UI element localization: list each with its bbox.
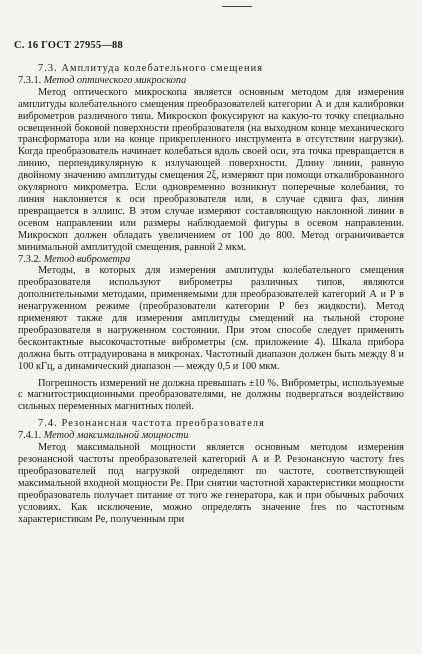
- subsection-number: 7.3.2.: [18, 253, 42, 265]
- subsection-title: Метод виброметра: [43, 253, 131, 265]
- page-header: С. 16 ГОСТ 27955—88: [14, 40, 123, 51]
- subsection-title: Метод оптического микроскопа: [43, 74, 187, 86]
- section-heading-7-4: 7.4. Резонансная частота преобразователя: [38, 418, 265, 430]
- subsection-number: 7.3.1.: [18, 74, 42, 86]
- paragraph: Методы, в которых для измерения амплитуды колебательного смещения преобразователя используют виброметры различных типов, являются дополнительными методами, применяемыми для преобразователей категорий А и Р в ненагруженном режиме (преобразователи категории Р без жидкости). Метод применяют также для измерения амплитуды смещений на тыльной стороне преобразователя в нагруженном состоянии. При этом способе следует применять бесконтактные высокочастотные виброметры (см. приложение 4). Шкала прибора должна быть отградуирована в микронах. Частотный диапазон должен быть между 8 и 100 кГц, а динамический диапазон — между 0,5 и 100 мкм.: [18, 265, 404, 372]
- subsection-number: 7.4.1.: [18, 430, 42, 442]
- subsection-title: Метод максимальной мощности: [43, 430, 189, 442]
- paragraph: Метод оптического микроскопа является основным методом для измерения амплитуды колебательного смещения преобразователей категории А и для калибровки виброметров различного типа. Микроскоп фокусируют на какую-то точку специально освещенной боковой поверхности преобразователя (на выходном конце механического трансформатора или на конце прикрепленного инструмента в отсутствии нагрузки). Когда преобразователь начинает колебаться вдоль своей оси, эта точка превращается в линию, перпендикулярную к излучающей поверхности. Длину линии, равную двойному значению амплитуды смещения 2ξ, измеряют при помощи откалиброванного окулярного микрометра. Если одновременно возникнут поперечные колебания, то линия наклоняется к оси преобразователя или, в случае сдвига фаз, линия превращается в эллипс. В этом случае измеряют составляющую наклонной линии в осевом направлении или размеры наблюдаемой фигуры в осевом направлении. Микроскоп должен обладать увеличением от 100 до 800. Метод ограничивается минимальной амплитудой смещения, равной 2 мкм.: [18, 86, 404, 253]
- subsection-heading-7-3-2: [18, 254, 404, 266]
- subsection-heading-7-3-1: [18, 75, 404, 87]
- page-body: [18, 63, 404, 525]
- paragraph: Метод максимальной мощности является основным методом измерения резонансной частоты преобразователей категорий А и Р. Резонансную частоту fres преобразователей под нагрузкой определяют по частоте, соответствующей максимальной входной мощности Pe. При снятии частотной характеристики мощности преобразователь получает питание от того же генератора, как и при обычных рабочих условиях. Как исключение, можно определять значение fres по частотным характеристикам Pe, полученным при: [18, 442, 404, 525]
- top-rule: [222, 6, 252, 7]
- section-heading-7-3: 7.3. Амплитуда колебательного смещения: [38, 63, 264, 74]
- subsection-heading-7-4-1: [18, 430, 404, 442]
- paragraph: Погрешность измерений не должна превышать ±10 %. Виброметры, используемые с магнитострикционными преобразователями, не должны подвергаться воздействию сильных переменных магнитных полей.: [18, 377, 404, 413]
